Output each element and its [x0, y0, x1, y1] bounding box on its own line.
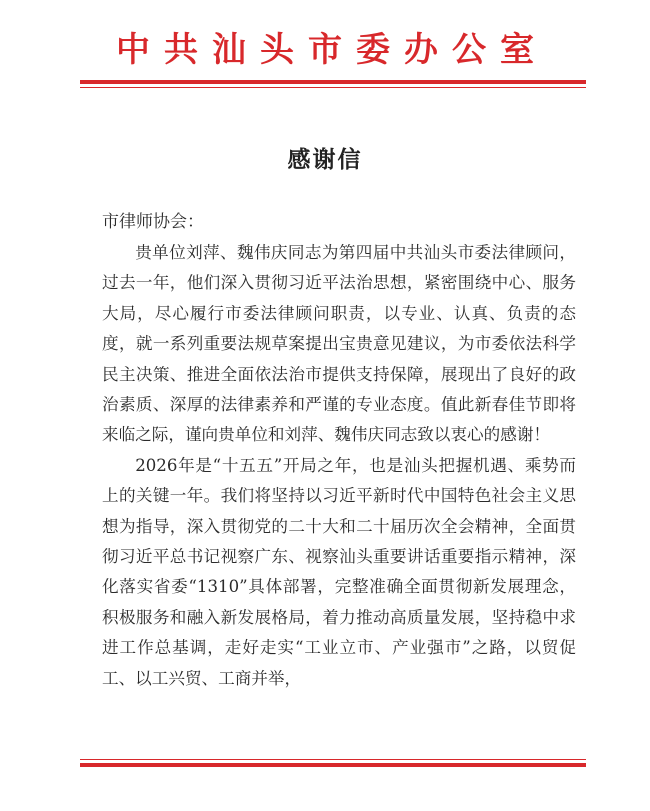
letterhead-rule-thick: [80, 80, 586, 84]
letterhead-organization: 中共汕头市委办公室: [116, 30, 548, 70]
letter-paragraph-1: 贵单位刘萍、魏伟庆同志为第四届中共汕头市委法律顾问，过去一年，他们深入贯彻习近平法治思想，紧密围绕中心、服务大局，尽心履行市委法律顾问职责，以专业、认真、负责的态度，就一系列重要法规草案提出宝贵意见建议，为市委依法科学民主决策、推进全面依法治市提供支持保障，展现出了良好的政治素质、深厚的法律素养和严谨的专业态度。值此新春佳节即将来临之际，谨向贵单位和刘萍、魏伟庆同志致以衷心的感谢！: [102, 243, 576, 445]
letter-body: [102, 238, 576, 694]
letter-salutation: 市律师协会：: [102, 212, 204, 232]
letter-paragraph-2: 2026年是“十五五”开局之年，也是汕头把握机遇、乘势而上的关键一年。我们将坚持以习近平新时代中国特色社会主义思想为指导，深入贯彻党的二十大和二十届历次全会精神，全面贯彻习近平总书记视察广东、视察汕头重要讲话重要指示精神，深化落实省委“1310”具体部署，完整准确全面贯彻新发展理念，积极服务和融入新发展格局，着力推动高质量发展，坚持稳中求进工作总基调，走好走实“工业立市、产业强市”之路，以贸促工、以工兴贸、工商并举，: [102, 455, 576, 688]
footer-rule-thick: [80, 763, 586, 767]
letterhead-rule-thin: [80, 87, 586, 88]
footer-rule-thin: [80, 759, 586, 760]
letter-title: 感谢信: [287, 146, 363, 173]
